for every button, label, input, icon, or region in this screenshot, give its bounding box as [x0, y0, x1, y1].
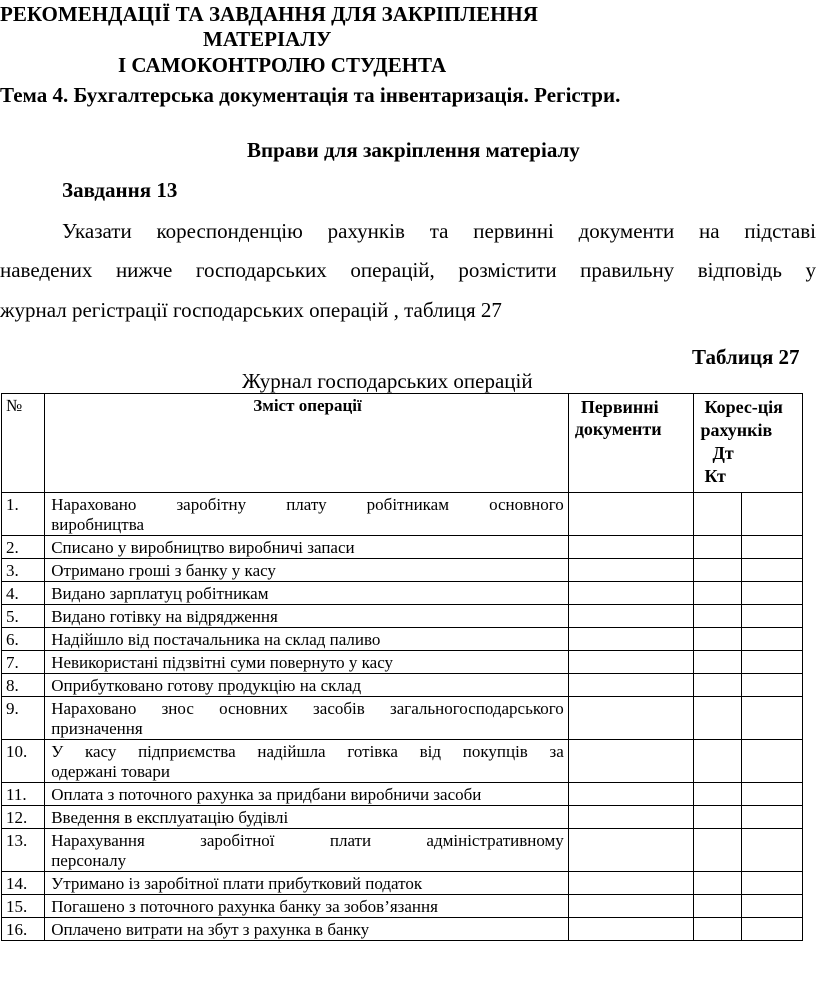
row-primary-documents-cell[interactable]: [568, 829, 694, 872]
row-operation: [45, 651, 569, 674]
row-primary-documents-cell[interactable]: [568, 628, 694, 651]
header-corr-line-2: рахунків: [700, 420, 773, 440]
row-debit-cell[interactable]: [694, 697, 741, 740]
table-row: [2, 895, 803, 918]
row-debit-cell[interactable]: [694, 872, 741, 895]
row-operation-line-1: Погашено з поточного рахунка банку за зобов’язання: [51, 897, 438, 916]
row-operation-line-1: Оплачено витрати на збут з рахунка в банку: [51, 920, 370, 939]
topic-title: Тема 4. Бухгалтерська документація та інвентаризація. Регістри.: [0, 83, 621, 107]
row-primary-documents-cell[interactable]: [568, 559, 694, 582]
row-number: 11.: [2, 783, 45, 806]
row-debit-cell[interactable]: [694, 559, 741, 582]
row-debit-cell[interactable]: [694, 605, 741, 628]
row-operation: [45, 806, 569, 829]
row-operation: [45, 783, 569, 806]
row-operation-line-1: Видано зарплатуц робітникам: [51, 584, 269, 603]
row-debit-cell[interactable]: [694, 536, 741, 559]
row-number: 14.: [2, 872, 45, 895]
row-debit-cell[interactable]: [694, 651, 741, 674]
header-kt: Кт: [704, 466, 726, 486]
row-primary-documents-cell[interactable]: [568, 697, 694, 740]
header-line-1: РЕКОМЕНДАЦІЇ ТА ЗАВДАННЯ ДЛЯ ЗАКРІПЛЕННЯ: [0, 2, 538, 26]
row-operation-line-2: призначення: [51, 719, 143, 738]
row-credit-cell[interactable]: [741, 697, 802, 740]
header-docs: [568, 394, 694, 493]
operations-journal-table: [1, 393, 803, 941]
row-primary-documents-cell[interactable]: [568, 872, 694, 895]
table-row: [2, 697, 803, 740]
task-title: Завдання 13: [62, 178, 178, 202]
row-debit-cell[interactable]: [694, 674, 741, 697]
row-debit-cell[interactable]: [694, 895, 741, 918]
row-credit-cell[interactable]: [741, 806, 802, 829]
table-row: [2, 605, 803, 628]
header-docs-line-2: документи: [574, 419, 662, 439]
row-operation: [45, 740, 569, 783]
row-primary-documents-cell[interactable]: [568, 674, 694, 697]
row-credit-cell[interactable]: [741, 740, 802, 783]
row-operation: [45, 829, 569, 872]
row-credit-cell[interactable]: [741, 651, 802, 674]
row-operation-line-1: Нарахування заробітної плати адміністративному: [51, 831, 564, 850]
row-number: 15.: [2, 895, 45, 918]
row-operation-line-1: Оприбутковано готову продукцію на склад: [51, 676, 362, 695]
row-credit-cell[interactable]: [741, 628, 802, 651]
row-debit-cell[interactable]: [694, 582, 741, 605]
row-operation-line-2: виробництва: [51, 515, 145, 534]
table-header-row: [2, 394, 803, 493]
row-operation-line-2: одержані товари: [51, 762, 170, 781]
table-row: [2, 918, 803, 941]
row-operation-line-1: Видано готівку на відрядження: [51, 607, 278, 626]
row-debit-cell[interactable]: [694, 783, 741, 806]
row-debit-cell[interactable]: [694, 740, 741, 783]
row-operation: [45, 559, 569, 582]
row-operation-line-1: Отримано гроші з банку у касу: [51, 561, 276, 580]
section-title: Вправи для закріплення матеріалу: [247, 138, 580, 162]
row-operation-line-1: Введення в експлуатацію будівлі: [51, 808, 289, 827]
table-row: [2, 559, 803, 582]
row-number: 7.: [2, 651, 45, 674]
row-operation-line-1: Списано у виробництво виробничі запаси: [51, 538, 355, 557]
row-operation: [45, 697, 569, 740]
row-operation: [45, 918, 569, 941]
row-debit-cell[interactable]: [694, 628, 741, 651]
row-operation-line-1: Оплата з поточного рахунка за придбани виробничи засоби: [51, 785, 482, 804]
task-text-line-3: журнал регістрації господарських операцій , таблиця 27: [0, 298, 502, 322]
row-operation: [45, 895, 569, 918]
row-operation-line-2: персоналу: [51, 851, 127, 870]
table-row: [2, 829, 803, 872]
header-docs-line-1: Первинні: [580, 397, 659, 417]
table-caption: Журнал господарських операцій: [242, 369, 533, 393]
header-dt: Дт: [712, 443, 734, 463]
header-num: №: [2, 394, 45, 493]
row-operation-line-1: Утримано із заробітної плати прибутковий податок: [51, 874, 423, 893]
table-row: [2, 783, 803, 806]
row-operation: [45, 536, 569, 559]
task-text-line-2: наведених нижче господарських операцій, розмістити правильну відповідь у: [0, 258, 816, 282]
row-credit-cell[interactable]: [741, 829, 802, 872]
row-debit-cell[interactable]: [694, 493, 741, 536]
row-number: 16.: [2, 918, 45, 941]
table-label: Таблиця 27: [692, 345, 800, 369]
row-number: 4.: [2, 582, 45, 605]
row-operation-line-1: Надійшло від постачальника на склад паливо: [51, 630, 381, 649]
table-row: [2, 872, 803, 895]
header-correspondence: [694, 394, 803, 493]
row-number: 10.: [2, 740, 45, 783]
row-credit-cell[interactable]: [741, 674, 802, 697]
row-credit-cell[interactable]: [741, 582, 802, 605]
row-primary-documents-cell[interactable]: [568, 895, 694, 918]
header-line-2: МАТЕРІАЛУ: [203, 27, 332, 51]
row-credit-cell[interactable]: [741, 783, 802, 806]
row-number: 8.: [2, 674, 45, 697]
row-primary-documents-cell[interactable]: [568, 806, 694, 829]
row-credit-cell[interactable]: [741, 918, 802, 941]
row-debit-cell[interactable]: [694, 918, 741, 941]
row-primary-documents-cell[interactable]: [568, 918, 694, 941]
row-operation: [45, 605, 569, 628]
row-number: 2.: [2, 536, 45, 559]
row-primary-documents-cell[interactable]: [568, 605, 694, 628]
row-number: 1.: [2, 493, 45, 536]
row-credit-cell[interactable]: [741, 536, 802, 559]
table-row: [2, 651, 803, 674]
row-number: 6.: [2, 628, 45, 651]
row-number: 12.: [2, 806, 45, 829]
table-row: [2, 740, 803, 783]
table-row: [2, 493, 803, 536]
row-primary-documents-cell[interactable]: [568, 582, 694, 605]
row-operation: [45, 872, 569, 895]
row-operation-line-1: Невикористані підзвітні суми повернуто у касу: [51, 653, 394, 672]
row-operation: [45, 493, 569, 536]
header-corr-line-1: Корес-ція: [704, 397, 783, 417]
header-content: Зміст операції: [45, 394, 569, 493]
row-credit-cell[interactable]: [741, 872, 802, 895]
row-operation-line-1: У касу підприємства надійшла готівка від покупців за: [51, 742, 564, 761]
row-credit-cell[interactable]: [741, 605, 802, 628]
row-primary-documents-cell[interactable]: [568, 493, 694, 536]
row-debit-cell[interactable]: [694, 829, 741, 872]
row-operation-line-1: Нараховано заробітну плату робітникам основного: [51, 495, 564, 514]
row-operation: [45, 674, 569, 697]
header-line-3: І САМОКОНТРОЛЮ СТУДЕНТА: [118, 53, 447, 77]
table-row: [2, 674, 803, 697]
row-operation: [45, 582, 569, 605]
row-debit-cell[interactable]: [694, 806, 741, 829]
row-primary-documents-cell[interactable]: [568, 536, 694, 559]
table-row: [2, 806, 803, 829]
row-primary-documents-cell[interactable]: [568, 740, 694, 783]
row-number: 5.: [2, 605, 45, 628]
row-number: 13.: [2, 829, 45, 872]
row-primary-documents-cell[interactable]: [568, 651, 694, 674]
row-primary-documents-cell[interactable]: [568, 783, 694, 806]
row-operation: [45, 628, 569, 651]
row-credit-cell[interactable]: [741, 895, 802, 918]
row-operation-line-1: Нараховано знос основних засобів загальногосподарського: [51, 699, 564, 718]
table-row: [2, 628, 803, 651]
row-credit-cell[interactable]: [741, 559, 802, 582]
row-number: 3.: [2, 559, 45, 582]
task-text-line-1: Указати кореспонденцію рахунків та первинні документи на підставі: [62, 219, 816, 243]
row-credit-cell[interactable]: [741, 493, 802, 536]
table-row: [2, 582, 803, 605]
table-row: [2, 536, 803, 559]
row-number: 9.: [2, 697, 45, 740]
